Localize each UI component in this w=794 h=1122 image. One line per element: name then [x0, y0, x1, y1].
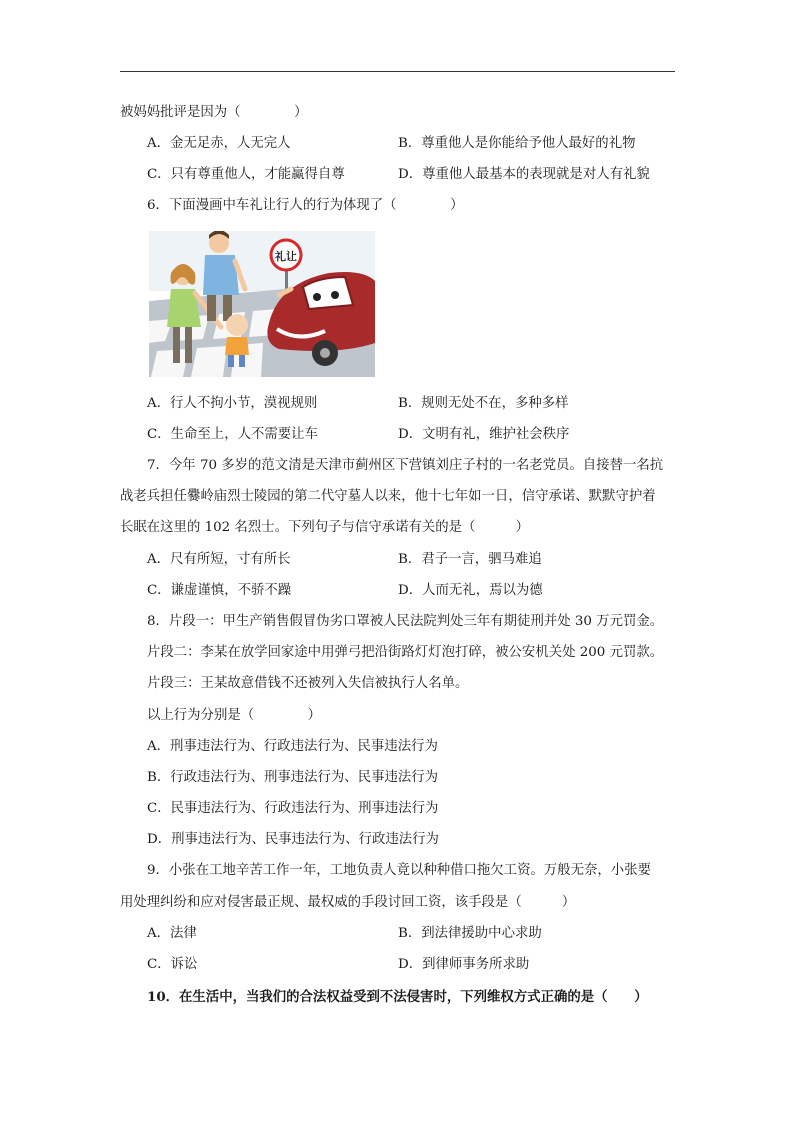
yield-sign-text: 礼让 [275, 250, 297, 263]
q8-stem-line1: 8．片段一：甲生产销售假冒伪劣口罩被人民法院判处三年有期徒刑并处 30 万元罚金。 [147, 614, 664, 629]
q9-stem-line1: 9．小张在工地辛苦工作一年，工地负责人竟以种种借口拖欠工资。万般无奈，小张要 [147, 863, 651, 878]
q9-stem-line2: 用处理纠纷和应对侵害最正规、最权威的手段讨回工资，该手段是（ ） [120, 895, 576, 910]
q7-stem-line2: 战老兵担任爨岭庙烈士陵园的第二代守墓人以来，他十七年如一日，信守承诺、默默守护着 [120, 489, 656, 504]
q9-option-d[interactable]: D．到律师事务所求助 [398, 957, 530, 972]
q7-option-a[interactable]: A．尺有所短，寸有所长 [147, 552, 291, 567]
q6-stem: 6．下面漫画中车礼让行人的行为体现了（ ） [147, 198, 464, 213]
q7-stem-line1: 7．今年 70 多岁的范文清是天津市蓟州区下营镇刘庄子村的一名老党员。自接替一名抗 [147, 458, 664, 473]
q8-option-a[interactable]: A．刑事违法行为、行政违法行为、民事违法行为 [147, 739, 438, 754]
q9-option-a[interactable]: A．法律 [147, 926, 197, 941]
q5-option-b[interactable]: B．尊重他人是你能给予他人最好的礼物 [398, 136, 636, 151]
q7-option-b[interactable]: B．君子一言，驷马难追 [398, 552, 542, 567]
q8-option-b[interactable]: B．行政违法行为、刑事违法行为、民事违法行为 [147, 770, 439, 785]
q9-option-c[interactable]: C．诉讼 [147, 957, 198, 972]
q8-option-c[interactable]: C．民事违法行为、行政违法行为、刑事违法行为 [147, 801, 439, 816]
q7-option-d[interactable]: D．人而无礼，焉以为德 [398, 583, 543, 598]
header-rule [120, 71, 675, 72]
q7-option-c[interactable]: C．谦虚谨慎，不骄不躁 [147, 583, 292, 598]
q6-option-a[interactable]: A．行人不拘小节，漠视规则 [147, 396, 318, 411]
q6-option-c[interactable]: C．生命至上，人不需要让车 [147, 427, 318, 442]
q10-stem: 10．在生活中，当我们的合法权益受到不法侵害时，下列维权方式正确的是（ ） [147, 989, 648, 1005]
q8-stem-line3: 片段三：王某故意借钱不还被列入失信被执行人名单。 [147, 676, 469, 691]
q8-stem-line2: 片段二：李某在放学回家途中用弹弓把沿街路灯灯泡打碎，被公安机关处 200 元罚款。 [147, 645, 664, 660]
q5-option-c[interactable]: C．只有尊重他人，才能赢得自尊 [147, 167, 345, 182]
q5-stem-tail: 被妈妈批评是因为（ ） [120, 105, 308, 120]
q6-option-b[interactable]: B．规则无处不在，多种多样 [398, 396, 569, 411]
q8-option-d[interactable]: D．刑事违法行为、民事违法行为、行政违法行为 [147, 832, 439, 847]
q5-option-a[interactable]: A．金无足赤，人无完人 [147, 136, 291, 151]
q9-option-b[interactable]: B．到法律援助中心求助 [398, 926, 542, 941]
q5-option-d[interactable]: D．尊重他人最基本的表现就是对人有礼貌 [398, 167, 650, 182]
cartoon-car-yielding-illustration [149, 231, 375, 377]
q8-stem-line4: 以上行为分别是（ ） [147, 708, 322, 723]
q7-stem-line3: 长眠在这里的 102 名烈士。下列句子与信守承诺有关的是（ ） [120, 520, 530, 535]
q6-option-d[interactable]: D．文明有礼，维护社会秩序 [398, 427, 570, 442]
